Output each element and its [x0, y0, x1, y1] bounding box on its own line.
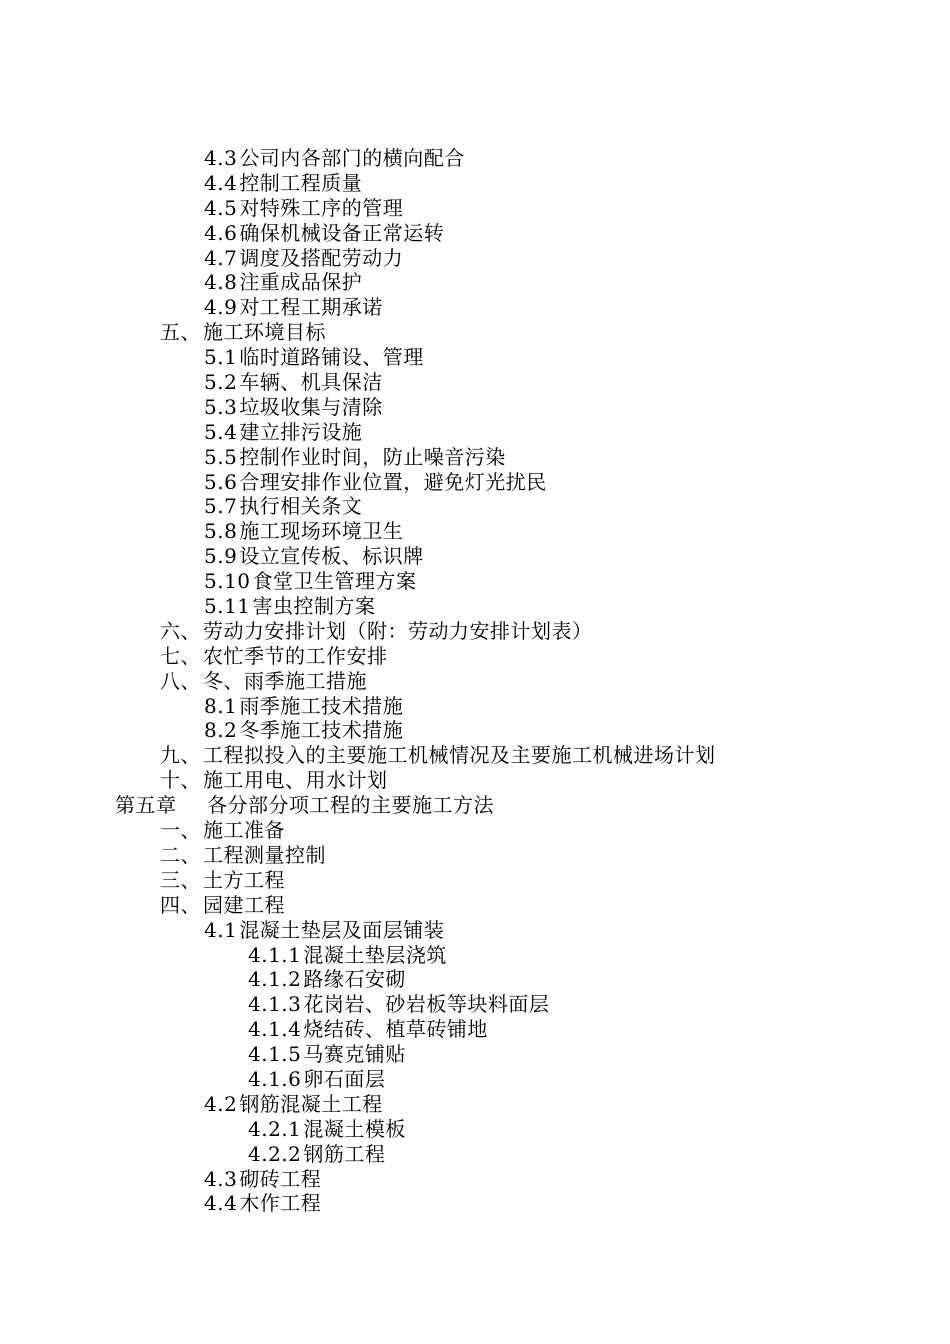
toc-entry-title: 雨季施工技术措施: [239, 693, 404, 718]
toc-entry-number: 4.1.1: [248, 942, 302, 967]
toc-entry: [0, 694, 950, 719]
toc-entry: [0, 494, 950, 519]
toc-entry-number: 十、: [160, 768, 201, 793]
toc-entry-title: 农忙季节的工作安排: [203, 643, 388, 668]
toc-entry: [0, 445, 950, 470]
toc-entry-number: 第五章: [115, 793, 177, 818]
toc-entry-title: 公司内各部门的横向配合: [239, 146, 465, 170]
toc-entry-title: 施工现场环境卫生: [239, 519, 404, 544]
toc-entry-title: 控制作业时间，防止噪音污染: [239, 444, 506, 469]
toc-entry-number: 5.11: [204, 594, 251, 619]
toc-entry-title: 建立排污设施: [239, 419, 363, 444]
toc-entry-title: 土方工程: [203, 867, 285, 892]
toc-entry: [0, 669, 950, 694]
toc-entry: [0, 843, 950, 868]
toc-entry: [0, 992, 950, 1017]
toc-entry: [0, 943, 950, 968]
toc-entry-title: 路缘石安砌: [303, 967, 406, 992]
toc-entry-number: 4.2.1: [248, 1116, 302, 1141]
toc-entry-title: 混凝土垫层及面层铺装: [239, 917, 445, 942]
toc-entry-title: 注重成品保护: [239, 270, 363, 295]
toc-entry-number: 4.9: [204, 295, 238, 320]
toc-entry-number: 5.4: [204, 419, 238, 444]
toc-entry-title: 调度及搭配劳动力: [239, 245, 404, 270]
toc-entry-number: 4.1.2: [248, 967, 302, 992]
toc-entry: [0, 221, 950, 246]
toc-entry-number: 4.1.4: [248, 1017, 302, 1042]
toc-entry-title: 工程测量控制: [203, 842, 326, 867]
toc-entry: [0, 320, 950, 345]
toc-entry-number: 4.3: [204, 1166, 238, 1191]
toc-entry: [0, 171, 950, 196]
toc-entry-number: 六、: [160, 618, 201, 643]
toc-entry-title: 卵石面层: [303, 1066, 386, 1091]
toc-entry: [0, 1042, 950, 1067]
toc-entry-number: 5.6: [204, 469, 238, 494]
toc-entry-number: 一、: [160, 818, 201, 843]
toc-entry: [0, 420, 950, 445]
toc-entry-number: 5.7: [204, 494, 238, 519]
toc-entry-number: 五、: [160, 320, 201, 345]
toc-entry-number: 4.4: [204, 1191, 238, 1216]
toc-entry: [0, 519, 950, 544]
table-of-contents: [0, 146, 950, 1216]
toc-entry-title: 施工用电、用水计划: [203, 768, 388, 793]
toc-entry-title: 混凝土垫层浇筑: [303, 942, 447, 967]
toc-entry: [0, 644, 950, 669]
toc-entry: [0, 768, 950, 793]
toc-entry: [0, 246, 950, 271]
toc-entry-title: 冬季施工技术措施: [239, 718, 404, 743]
toc-entry: [0, 718, 950, 743]
toc-entry: [0, 868, 950, 893]
toc-entry: [0, 743, 950, 768]
toc-entry: [0, 793, 950, 818]
toc-entry: [0, 295, 950, 320]
toc-entry-number: 4.5: [204, 195, 238, 220]
toc-entry-title: 烧结砖、植草砖铺地: [303, 1017, 488, 1042]
toc-entry-number: 5.9: [204, 544, 238, 569]
toc-entry: [0, 1167, 950, 1192]
toc-entry-number: 七、: [160, 643, 201, 668]
toc-entry: [0, 395, 950, 420]
toc-entry: [0, 196, 950, 221]
toc-entry: [0, 594, 950, 619]
toc-entry: [0, 1117, 950, 1142]
toc-entry-title: 临时道路铺设、管理: [239, 345, 424, 370]
toc-entry-title: 木作工程: [239, 1191, 322, 1216]
toc-entry: [0, 918, 950, 943]
toc-entry: [0, 345, 950, 370]
toc-entry-number: 4.2.2: [248, 1141, 302, 1166]
toc-entry: [0, 569, 950, 594]
toc-entry-number: 八、: [160, 668, 201, 693]
toc-entry-title: 确保机械设备正常运转: [239, 220, 445, 245]
toc-entry: [0, 818, 950, 843]
toc-entry-title: 施工准备: [203, 818, 285, 843]
toc-entry: [0, 893, 950, 918]
toc-entry-number: 4.7: [204, 245, 238, 270]
toc-entry-title: 钢筋混凝土工程: [239, 1091, 383, 1116]
toc-entry-number: 4.4: [204, 170, 238, 195]
toc-entry-number: 8.2: [204, 718, 238, 743]
toc-entry-title: 马赛克铺贴: [303, 1042, 406, 1067]
toc-entry-title: 园建工程: [203, 892, 285, 917]
toc-entry-number: 4.8: [204, 270, 238, 295]
toc-entry: [0, 1067, 950, 1092]
toc-entry-number: 5.3: [204, 394, 238, 419]
toc-entry: [0, 1191, 950, 1216]
toc-entry-title: 控制工程质量: [239, 170, 363, 195]
toc-entry-title: 垃圾收集与清除: [239, 394, 383, 419]
toc-entry-title: 劳动力安排计划（附：劳动力安排计划表）: [203, 618, 593, 643]
toc-entry-number: 8.1: [204, 693, 238, 718]
toc-entry-number: 三、: [160, 867, 201, 892]
toc-entry-title: 花岗岩、砂岩板等块料面层: [303, 992, 550, 1017]
toc-entry-number: 4.1: [204, 917, 238, 942]
toc-entry-number: 4.1.6: [248, 1066, 302, 1091]
toc-entry-number: 4.1.3: [248, 992, 302, 1017]
toc-entry-title: 害虫控制方案: [252, 594, 376, 619]
toc-entry-number: 九、: [160, 743, 201, 768]
toc-entry-number: 5.5: [204, 444, 238, 469]
toc-entry-title: 各分部分项工程的主要施工方法: [207, 793, 494, 818]
toc-entry-number: 5.8: [204, 519, 238, 544]
toc-entry-number: 二、: [160, 842, 201, 867]
toc-entry-number: 4.1.5: [248, 1042, 302, 1067]
toc-entry-number: 5.2: [204, 370, 238, 395]
toc-entry: [0, 967, 950, 992]
toc-entry-title: 执行相关条文: [239, 494, 363, 519]
toc-entry: [0, 370, 950, 395]
toc-entry: [0, 1142, 950, 1167]
toc-entry-title: 砌砖工程: [239, 1166, 322, 1191]
toc-entry-title: 设立宣传板、标识牌: [239, 544, 424, 569]
toc-entry: [0, 544, 950, 569]
toc-entry-title: 钢筋工程: [303, 1141, 386, 1166]
toc-entry-number: 4.3: [204, 146, 238, 170]
toc-entry-title: 工程拟投入的主要施工机械情况及主要施工机械进场计划: [203, 743, 716, 768]
toc-entry: [0, 619, 950, 644]
toc-entry-title: 混凝土模板: [303, 1116, 406, 1141]
toc-entry: [0, 470, 950, 495]
toc-entry-title: 施工环境目标: [203, 320, 326, 345]
toc-entry: [0, 1017, 950, 1042]
toc-entry: [0, 146, 950, 171]
toc-entry-title: 车辆、机具保洁: [239, 370, 383, 395]
toc-entry-title: 对工程工期承诺: [239, 295, 383, 320]
toc-entry-number: 四、: [160, 892, 201, 917]
toc-entry-number: 5.10: [204, 569, 251, 594]
toc-entry-number: 5.1: [204, 345, 238, 370]
toc-entry-title: 合理安排作业位置，避免灯光扰民: [239, 469, 547, 494]
toc-entry-number: 4.2: [204, 1091, 238, 1116]
toc-entry-number: 4.6: [204, 220, 238, 245]
toc-entry: [0, 1092, 950, 1117]
toc-entry: [0, 270, 950, 295]
toc-entry-title: 食堂卫生管理方案: [252, 569, 417, 594]
toc-entry-title: 冬、雨季施工措施: [203, 668, 367, 693]
toc-entry-title: 对特殊工序的管理: [239, 195, 404, 220]
